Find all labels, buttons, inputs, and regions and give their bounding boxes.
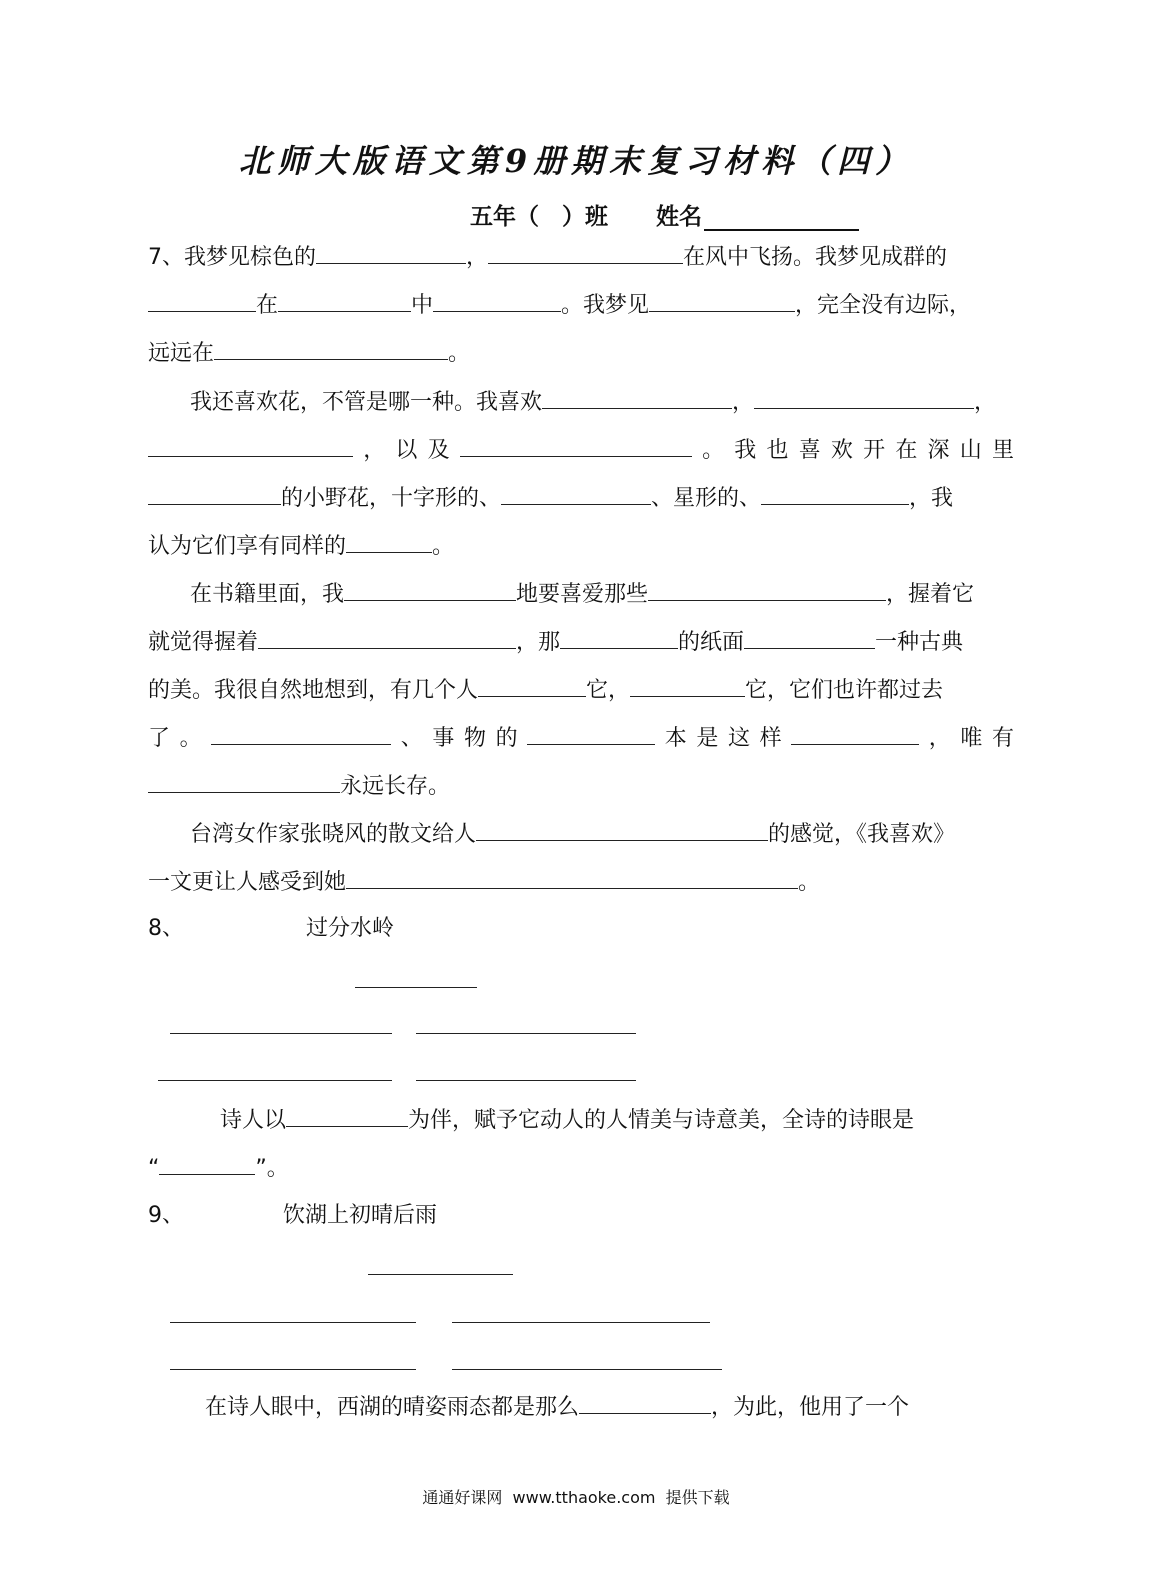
answer-blank[interactable] <box>527 724 655 745</box>
q7-line-3 <box>148 339 470 369</box>
q7-line-7 <box>148 532 454 562</box>
answer-blank[interactable] <box>460 436 692 457</box>
q7-line-10 <box>148 676 943 706</box>
poem-line-blank[interactable] <box>158 1080 392 1081</box>
answer-blank[interactable] <box>560 628 678 649</box>
q8-poem-title: 过分水岭 <box>306 916 395 941</box>
q7-text: 的美。我很自然地想到，有几个人 <box>148 678 479 703</box>
q7-text: 一种古典 <box>875 630 964 655</box>
q9-text: ，为此，他用了一个 <box>711 1395 910 1420</box>
poem-line-blank[interactable] <box>170 1322 416 1323</box>
answer-blank[interactable] <box>433 291 561 312</box>
answer-blank[interactable] <box>761 484 909 505</box>
answer-blank[interactable] <box>278 291 411 312</box>
answer-blank[interactable] <box>791 724 919 745</box>
q7-text: 的感觉，《我喜欢》 <box>768 822 956 847</box>
poem-line-blank[interactable] <box>170 1033 392 1034</box>
q7-text: 我还喜欢花，不管是哪一种。我喜欢 <box>190 390 543 415</box>
q7-text: 。 <box>448 341 471 366</box>
poem-author-blank[interactable] <box>355 987 477 988</box>
q7-text: ，唯有 <box>919 726 1014 751</box>
q7-line-1 <box>148 243 947 273</box>
poem-line-blank[interactable] <box>452 1322 710 1323</box>
answer-blank[interactable] <box>579 1393 711 1414</box>
q8-number: 8、 <box>148 916 184 941</box>
grade-class-label: 五年（ ）班 <box>470 204 608 230</box>
q7-text: 在风中飞扬。我梦见成群的 <box>683 245 948 270</box>
answer-blank[interactable] <box>649 291 795 312</box>
answer-blank[interactable] <box>159 1154 255 1175</box>
q7-text: 台湾女作家张晓风的散文给人 <box>190 822 477 847</box>
q7-text: 在 <box>256 293 279 318</box>
q7-text: 就觉得握着 <box>148 630 259 655</box>
answer-blank[interactable] <box>501 484 651 505</box>
q7-text: 中 <box>411 293 434 318</box>
q7-line-13 <box>190 820 955 850</box>
q7-line-12 <box>148 772 450 802</box>
q9-poem-title: 饮湖上初晴后雨 <box>283 1203 438 1228</box>
q7-text: 在书籍里面，我 <box>190 582 345 607</box>
poem-line-blank[interactable] <box>416 1033 636 1034</box>
poem-author-blank[interactable] <box>368 1274 513 1275</box>
answer-blank[interactable] <box>211 724 391 745</box>
q7-text: 、星形的、 <box>651 486 762 511</box>
q7-text: 永远长存。 <box>340 774 451 799</box>
q7-text: 它， <box>586 678 631 703</box>
q8-text: 诗人以 <box>220 1108 287 1133</box>
answer-blank[interactable] <box>488 243 683 264</box>
q7-text: 地要喜爱那些 <box>516 582 649 607</box>
q7-text: 认为它们享有同样的 <box>148 534 347 559</box>
page-title: 北师大版语文第9册期末复习材料（四） <box>238 142 914 180</box>
q7-line-11 <box>148 724 1014 754</box>
q7-text: 的纸面 <box>678 630 745 655</box>
answer-blank[interactable] <box>648 580 886 601</box>
q7-text: 。我也喜欢开在深山里 <box>691 438 1014 463</box>
name-label: 姓名 <box>656 204 703 230</box>
page-footer: 通通好课网 www.tthaoke.com 提供下载 <box>422 1488 730 1507</box>
answer-blank[interactable] <box>148 484 281 505</box>
answer-blank[interactable] <box>476 820 768 841</box>
q7-line-9 <box>148 628 963 658</box>
q7-line-2 <box>148 291 971 321</box>
answer-blank[interactable] <box>316 243 466 264</box>
q7-text: 一文更让人感受到她 <box>148 870 347 895</box>
q7-line-8 <box>190 580 974 610</box>
answer-blank[interactable] <box>214 339 448 360</box>
answer-blank[interactable] <box>148 772 340 793</box>
q7-text: ， <box>466 245 489 270</box>
q7-line-14 <box>148 868 820 898</box>
q7-text: ， <box>732 390 755 415</box>
answer-blank[interactable] <box>744 628 875 649</box>
q7-text: 本是这样 <box>655 726 792 751</box>
answer-blank[interactable] <box>148 436 353 457</box>
q7-text: ，完全没有边际， <box>795 293 972 318</box>
q8-text-line-2 <box>148 1154 289 1184</box>
poem-line-blank[interactable] <box>416 1080 636 1081</box>
q9-number: 9、 <box>148 1203 184 1228</box>
q7-text: ，以及 <box>353 438 460 463</box>
q7-line-5 <box>148 436 1014 466</box>
answer-blank[interactable] <box>754 388 974 409</box>
q9-text-line-1 <box>205 1393 909 1423</box>
answer-blank[interactable] <box>478 676 586 697</box>
q7-text: ， <box>974 390 997 415</box>
q7-text: 。 <box>432 534 455 559</box>
q7-text: 7、我梦见棕色的 <box>148 245 316 270</box>
class-name-line <box>470 198 859 231</box>
name-blank[interactable] <box>704 205 859 231</box>
q7-line-6 <box>148 484 953 514</box>
q9-text: 在诗人眼中，西湖的晴姿雨态都是那么 <box>205 1395 580 1420</box>
q7-text: 的小野花，十字形的、 <box>281 486 502 511</box>
q7-text: 它，它们也许都过去 <box>745 678 944 703</box>
answer-blank[interactable] <box>346 532 432 553</box>
q7-text: ，那 <box>516 630 561 655</box>
q7-text: 。 <box>798 870 821 895</box>
q7-text: 了。 <box>148 726 212 751</box>
q7-text: 。我梦见 <box>561 293 650 318</box>
answer-blank[interactable] <box>344 580 516 601</box>
answer-blank[interactable] <box>148 291 256 312</box>
q8-text: 为伴，赋予它动人的人情美与诗意美，全诗的诗眼是 <box>408 1108 915 1133</box>
q7-text: ，握着它 <box>886 582 975 607</box>
q8-text: ”。 <box>255 1156 289 1181</box>
q8-text-line-1 <box>220 1106 914 1136</box>
q7-text: ，我 <box>909 486 954 511</box>
q8-text: “ <box>148 1156 160 1181</box>
answer-blank[interactable] <box>286 1106 408 1127</box>
q7-text: 远远在 <box>148 341 215 366</box>
poem-line-blank[interactable] <box>170 1369 416 1370</box>
answer-blank[interactable] <box>258 628 516 649</box>
answer-blank[interactable] <box>630 676 745 697</box>
poem-line-blank[interactable] <box>452 1369 722 1370</box>
q7-text: 、事物的 <box>391 726 528 751</box>
q7-line-4 <box>190 388 996 418</box>
answer-blank[interactable] <box>346 868 798 889</box>
answer-blank[interactable] <box>542 388 732 409</box>
